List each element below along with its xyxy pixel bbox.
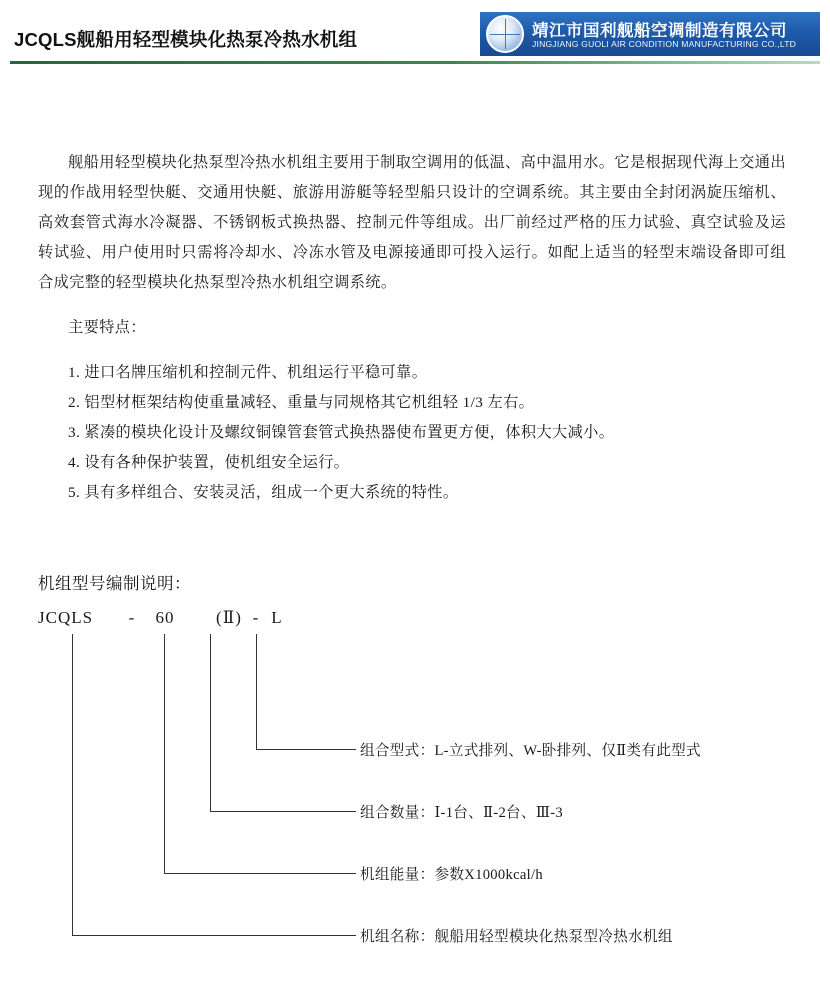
list-item: 1. 进口名牌压缩机和控制元件、机组运行平稳可靠。 — [68, 364, 428, 382]
model-code-dash-2: - — [252, 608, 260, 628]
company-logo-banner — [480, 12, 820, 56]
model-code-prefix: JCQLS — [38, 608, 94, 628]
company-name-en: JINGJIANG GUOLI AIR CONDITION MANUFACTURING CO.,LTD — [532, 39, 797, 49]
page-title: JCQLS舰船用轻型模块化热泵冷热水机组 — [14, 29, 358, 50]
model-code-dash-1: - — [128, 608, 136, 628]
callout-label-name: 机组名称：舰船用轻型模块化热泵型冷热水机组 — [360, 929, 673, 946]
features-list — [38, 358, 786, 508]
callout-label-arrangement: 组合型式：L-立式排列、W-卧排列、仅Ⅱ类有此型式 — [360, 743, 701, 760]
model-code-roman: (Ⅱ) — [216, 608, 242, 628]
company-name-cn: 靖江市国利舰船空调制造有限公司 — [532, 22, 787, 40]
leader-line-name — [72, 634, 356, 936]
header-divider — [10, 61, 820, 64]
model-code-string — [38, 608, 288, 628]
model-code-section — [38, 570, 786, 946]
callout-label-capacity: 机组能量：参数X1000kcal/h — [360, 867, 543, 884]
page-header — [0, 0, 830, 70]
features-heading: 主要特点： — [68, 319, 146, 337]
model-code-heading: 机组型号编制说明： — [38, 574, 191, 594]
callout-label-quantity: 组合数量：Ⅰ-1台、Ⅱ-2台、Ⅲ-3 — [360, 805, 563, 822]
list-item: 3. 紧凑的模块化设计及螺纹铜镍管套管式换热器使布置更方便，体积大大减小。 — [68, 424, 615, 442]
list-item: 5. 具有多样组合、安装灵活，组成一个更大系统的特性。 — [68, 484, 459, 502]
model-code-diagram — [38, 608, 786, 946]
model-code-capacity: 60 — [155, 608, 175, 628]
model-code-arrangement: L — [271, 608, 283, 628]
globe-logo-icon — [486, 15, 524, 53]
list-item: 2. 铝型材框架结构使重量减轻、重量与同规格其它机组轻 1/3 左右。 — [68, 394, 535, 412]
document-content — [0, 148, 830, 946]
intro-paragraph: 舰船用轻型模块化热泵型冷热水机组主要用于制取空调用的低温、高中温用水。它是根据现代海上交通出现的作战用轻型快艇、交通用快艇、旅游用游艇等轻型船只设计的空调系统。其主要由全封闭涡旋压缩机、高效套管式海水冷凝器、不锈钢板式换热器、控制元件等组成。出厂前经过严格的压力试验、真空试验及运转试验、用户使用时只需将冷却水、冷冻水管及电源接通即可投入运行。如配上适当的轻型末端设备即可组合成完整的轻型模块化热泵型冷热水机组空调系统。 — [38, 154, 786, 291]
list-item: 4. 设有各种保护装置，使机组安全运行。 — [68, 454, 350, 472]
